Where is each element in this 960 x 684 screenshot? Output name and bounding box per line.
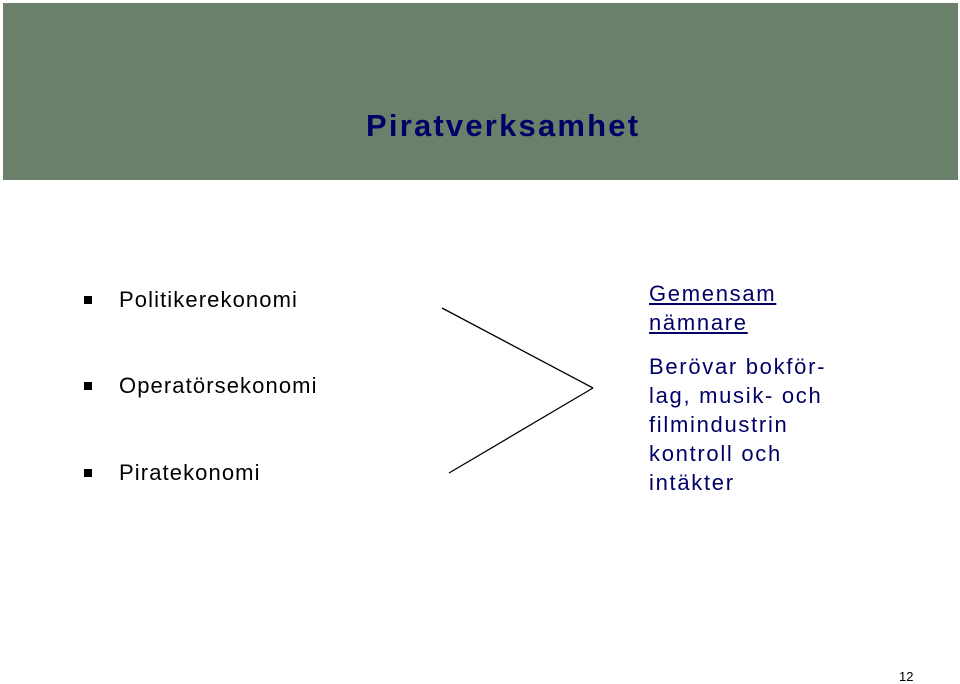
panel-body: [649, 352, 949, 497]
panel-heading: [649, 279, 949, 337]
panel-body-line: intäkter: [649, 470, 735, 495]
page-number: 12: [899, 669, 914, 684]
panel-heading-line: nämnare: [649, 310, 748, 335]
bullet-label: Piratekonomi: [119, 460, 261, 485]
panel-body-line: filmindustrin: [649, 412, 789, 437]
bullet-label: Operatörsekonomi: [119, 373, 318, 398]
connector-lower-line: [449, 388, 593, 473]
bullet-label: Politikerekonomi: [119, 287, 299, 312]
panel-body-line: kontroll och: [649, 441, 782, 466]
slide-title: Piratverksamhet: [366, 108, 641, 143]
connector-upper-line: [442, 308, 593, 388]
panel-body-line: Berövar bokför-: [649, 354, 827, 379]
panel-heading-line: Gemensam: [649, 281, 777, 306]
common-denominator-panel: [649, 279, 949, 497]
panel-body-line: lag, musik- och: [649, 383, 823, 408]
